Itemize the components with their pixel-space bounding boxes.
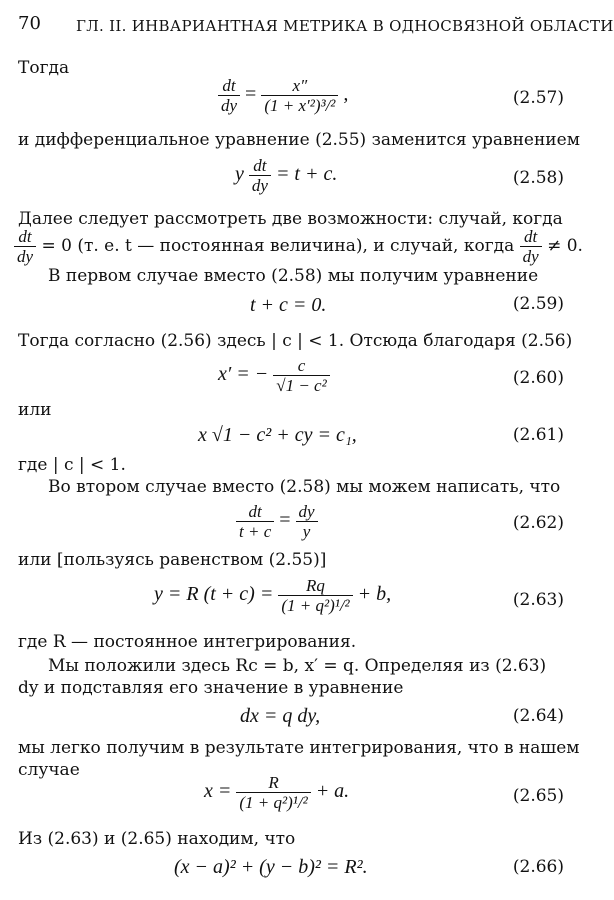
equation-2-57: $\frac{dt}{dy}$ = $\frac{x''}{\text{(1 + x′²)³/²}}$ , bbox=[218, 76, 348, 115]
equation-number: (2.57) bbox=[512, 88, 564, 108]
equation-2-59: t + c = 0. bbox=[250, 294, 327, 316]
equation-2-61: x √1 − c² + cy = c₁, bbox=[198, 424, 357, 446]
text-line: Далее следует рассмотреть две возможности: случай, когда bbox=[18, 209, 563, 229]
text-line: или bbox=[18, 400, 52, 420]
equation-number: (2.59) bbox=[512, 294, 564, 314]
equation-number: (2.61) bbox=[512, 425, 564, 445]
text-line-with-fractions: $\frac{dt}{dy}$ = 0 (т. е. t — постоянная величина), и случай, когда $\frac{dt}{dy}$ ≠ 0. bbox=[14, 227, 583, 266]
equation-2-63: y = R (t + c) = $\frac{Rq}{\text{(1 + q²)¹/²}}$ + b, bbox=[154, 576, 392, 615]
equation-2-60: x′ = − $\frac{c}{\text{√1 − c²}}$ bbox=[218, 356, 330, 395]
text-line: мы легко получим в результате интегрирования, что в нашем bbox=[18, 738, 580, 758]
equation-2-58: y $\frac{dt}{dy}$ = t + c. bbox=[235, 156, 338, 195]
text-line: и дифференциальное уравнение (2.55) заменится уравнением bbox=[18, 130, 580, 150]
text-line: В первом случае вместо (2.58) мы получим уравнение bbox=[48, 266, 539, 286]
equation-2-66: (x − a)² + (y − b)² = R². bbox=[174, 856, 368, 878]
text-line: Мы положили здесь Rc = b, x′ = q. Определяя из (2.63) bbox=[48, 656, 547, 676]
equation-number: (2.66) bbox=[512, 857, 564, 877]
page-number: 70 bbox=[18, 13, 41, 34]
equation-2-62: $\frac{dt}{t + c}$ = $\frac{dy}{y}$ bbox=[236, 502, 318, 541]
equation-2-65: x = $\frac{R}{\text{(1 + q²)¹/²}}$ + a. bbox=[204, 773, 350, 812]
text-line: или [пользуясь равенством (2.55)] bbox=[18, 550, 327, 570]
text-line: dy и подставляя его значение в уравнение bbox=[18, 678, 404, 698]
text-line: Тогда bbox=[18, 58, 70, 78]
running-title: ГЛ. II. ИНВАРИАНТНАЯ МЕТРИКА В ОДНОСВЯЗНОЙ ОБЛАСТИ bbox=[76, 17, 614, 35]
text-line: случае bbox=[18, 760, 80, 780]
text-line: Тогда согласно (2.56) здесь | c | < 1. Отсюда благодаря (2.56) bbox=[18, 331, 573, 351]
equation-number: (2.60) bbox=[512, 368, 564, 388]
equation-number: (2.65) bbox=[512, 786, 564, 806]
text-line: Во втором случае вместо (2.58) мы можем написать, что bbox=[48, 477, 561, 497]
text-line: где | c | < 1. bbox=[18, 455, 126, 475]
equation-number: (2.62) bbox=[512, 513, 564, 533]
text-line: Из (2.63) и (2.65) находим, что bbox=[18, 829, 296, 849]
equation-number: (2.58) bbox=[512, 168, 564, 188]
equation-2-64: dx = q dy, bbox=[240, 705, 321, 727]
equation-number: (2.64) bbox=[512, 706, 564, 726]
equation-number: (2.63) bbox=[512, 590, 564, 610]
text-line: где R — постоянное интегрирования. bbox=[18, 632, 357, 652]
